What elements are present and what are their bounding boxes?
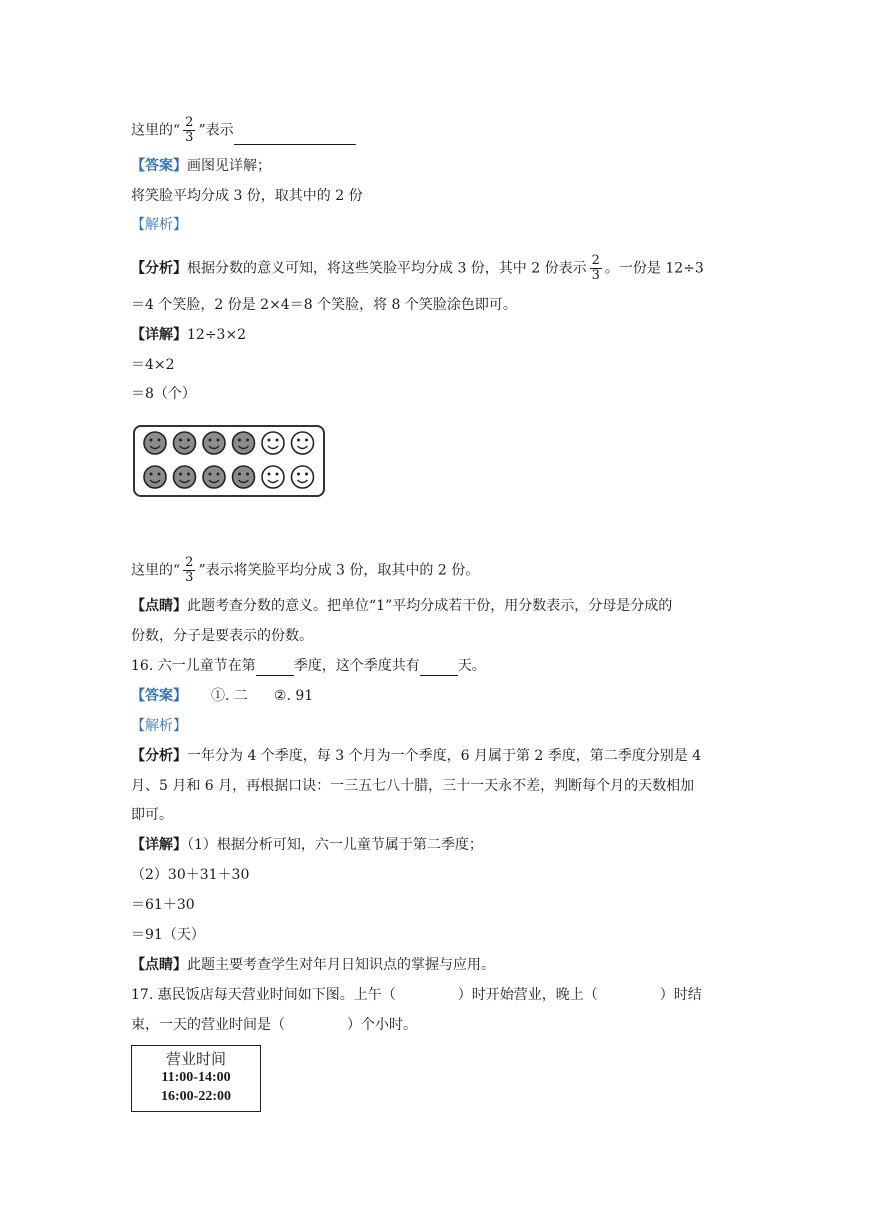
smiley-face (262, 466, 284, 488)
smiley-face (262, 432, 284, 454)
q15-xiangjie: 【详解】12÷3×2 (131, 327, 247, 343)
smiley-face-shaded (203, 466, 225, 488)
q16-xiangjie-4: ＝91（天） (131, 927, 205, 943)
q16-xiangjie-3: ＝61＋30 (131, 897, 195, 913)
fraction: $\frac{2}{3}$ (185, 115, 194, 145)
smiley-faces-svg (135, 427, 323, 495)
business-hours-title: 营业时间 (165, 1050, 226, 1068)
q15-dianjing: 【点睛】此题考查分数的意义。把单位“1”平均分成若干份，用分数表示，分母是分成的 (131, 598, 673, 614)
answer-blank (234, 144, 356, 145)
smiley-face-shaded (233, 466, 255, 488)
q16-xiangjie: 【详解】（1）根据分析可知，六一儿童节属于第二季度； (131, 837, 483, 853)
q15-fenxi: 【分析】根据分数的意义可知，将这些笑脸平均分成 3 份，其中 2 份表示 $\frac{2}{3}$ 。一份是 12÷3 (131, 253, 704, 283)
q15-xiangjie-3: ＝8（个） (131, 386, 196, 402)
q15-answer: 【答案】画图见详解； (131, 158, 271, 174)
smiley-face-shaded (144, 466, 166, 488)
smiley-face-shaded (233, 432, 255, 454)
q15-conclusion: 这里的“ $\frac{2}{3}$ ”表示将笑脸平均分成 3 份，取其中的 2 份。 (131, 555, 480, 585)
q15-dianjing-2: 份数，分子是要表示的份数。 (131, 628, 313, 644)
q16-jiexi-tag: 【解析】 (131, 718, 187, 734)
q15-fenxi-line2: ＝4 个笑脸，2 份是 2×4＝8 个笑脸，将 8 个笑脸涂色即可。 (131, 297, 517, 313)
q16-answer: 【答案】 ①. 二 ②. 91 (131, 688, 314, 704)
q17-stem-2: 束，一天的营业时间是（ ）个小时。 (131, 1017, 417, 1033)
business-hours-row: 11:00-14:00 (161, 1070, 231, 1085)
smiley-face-shaded (174, 432, 196, 454)
smiley-face (292, 466, 314, 488)
smiley-face (292, 432, 314, 454)
smiley-face-shaded (174, 466, 196, 488)
smiley-faces-figure (133, 425, 325, 497)
q15-stem: 这里的“ $\frac{2}{3}$ ”表示 (131, 116, 356, 145)
q16-fenxi: 【分析】一年分为 4 个季度，每 3 个月为一个季度，6 月属于第 2 季度，第二季度分别是 4 (131, 748, 702, 764)
answer-blank (420, 675, 458, 676)
q17-stem: 17. 惠民饭店每天营业时间如下图。上午（ ）时开始营业，晚上（ ）时结 (131, 987, 702, 1003)
q16-dianjing: 【点睛】此题主要考查学生对年月日知识点的掌握与应用。 (131, 957, 495, 973)
answer-blank (256, 675, 294, 676)
smiley-face-shaded (144, 432, 166, 454)
fraction: $\frac{2}{3}$ (591, 253, 600, 283)
fraction: $\frac{2}{3}$ (185, 555, 194, 585)
q16-fenxi-3: 即可。 (131, 807, 173, 823)
q15-xiangjie-2: ＝4×2 (131, 357, 175, 373)
business-hours-row: 16:00-22:00 (161, 1089, 231, 1104)
q16-fenxi-2: 月、5 月和 6 月，再根据口诀：一三五七八十腊，三十一天永不差，判断每个月的天数相加 (131, 778, 695, 794)
q16-stem: 16. 六一儿童节在第 季度，这个季度共有 天。 (131, 658, 486, 674)
smiley-face-shaded (203, 432, 225, 454)
q15-answer-line2: 将笑脸平均分成 3 份，取其中的 2 份 (131, 188, 363, 204)
business-hours-box (131, 1045, 261, 1112)
q16-xiangjie-2: （2）30＋31＋30 (131, 867, 250, 883)
q15-jiexi-tag: 【解析】 (131, 217, 187, 233)
